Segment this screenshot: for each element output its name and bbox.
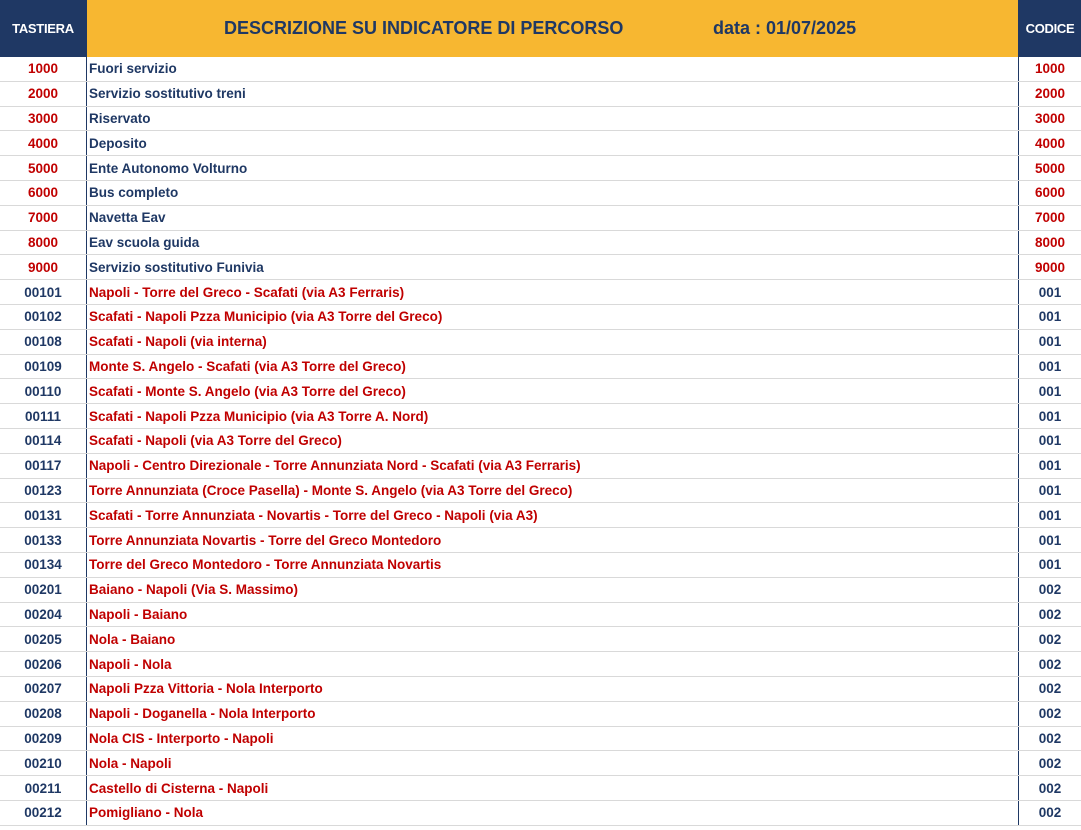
codice-cell: 002 <box>1038 681 1062 697</box>
table-row <box>0 652 1081 677</box>
header-title-cell <box>86 0 1019 57</box>
tastiera-cell: 00207 <box>24 681 62 697</box>
table-row <box>0 454 1081 479</box>
codice-cell: 001 <box>1038 383 1062 399</box>
description-cell: Fuori servizio <box>86 57 1019 81</box>
table-row <box>0 156 1081 181</box>
tastiera-cell: 00209 <box>24 730 62 746</box>
description-cell: Nola CIS - Interporto - Napoli <box>86 727 1019 751</box>
description-cell: Eav scuola guida <box>86 231 1019 255</box>
description-cell: Nola - Napoli <box>86 751 1019 775</box>
tastiera-cell: 00102 <box>24 309 62 325</box>
codice-cell: 001 <box>1038 482 1062 498</box>
table-row <box>0 677 1081 702</box>
tastiera-cell: 00211 <box>24 780 62 796</box>
description-cell: Scafati - Napoli (via A3 Torre del Greco) <box>86 429 1019 453</box>
table-row <box>0 355 1081 380</box>
description-cell: Torre del Greco Montedoro - Torre Annunziata Novartis <box>86 553 1019 577</box>
description-cell: Scafati - Napoli Pzza Municipio (via A3 Torre del Greco) <box>86 305 1019 329</box>
description-cell: Bus completo <box>86 181 1019 205</box>
tastiera-cell: 9000 <box>27 259 59 275</box>
description-cell: Napoli - Doganella - Nola Interporto <box>86 702 1019 726</box>
description-cell: Torre Annunziata Novartis - Torre del Greco Montedoro <box>86 528 1019 552</box>
table-row <box>0 429 1081 454</box>
codice-cell: 4000 <box>1034 135 1066 151</box>
tastiera-cell: 00212 <box>24 805 62 821</box>
codice-cell: 7000 <box>1034 210 1066 226</box>
description-cell: Monte S. Angelo - Scafati (via A3 Torre del Greco) <box>86 355 1019 379</box>
codice-cell: 002 <box>1038 805 1062 821</box>
table-row <box>0 553 1081 578</box>
codice-cell: 002 <box>1038 606 1062 622</box>
codice-cell: 001 <box>1038 358 1062 374</box>
description-cell: Scafati - Napoli Pzza Municipio (via A3 Torre A. Nord) <box>86 404 1019 428</box>
description-cell: Scafati - Napoli (via interna) <box>86 330 1019 354</box>
description-cell: Napoli - Torre del Greco - Scafati (via A3 Ferraris) <box>86 280 1019 304</box>
tastiera-cell: 00208 <box>24 706 62 722</box>
tastiera-cell: 00131 <box>24 507 62 523</box>
codice-cell: 9000 <box>1034 259 1066 275</box>
table-row <box>0 776 1081 801</box>
table-body <box>0 57 1081 826</box>
table-row <box>0 603 1081 628</box>
description-cell: Baiano - Napoli (Via S. Massimo) <box>86 578 1019 602</box>
table-row <box>0 503 1081 528</box>
tastiera-cell: 00123 <box>24 482 62 498</box>
codice-cell: 001 <box>1038 458 1062 474</box>
table-row <box>0 751 1081 776</box>
table-row <box>0 82 1081 107</box>
table-row <box>0 627 1081 652</box>
codice-cell: 002 <box>1038 631 1062 647</box>
table-row <box>0 479 1081 504</box>
tastiera-cell: 1000 <box>27 61 59 77</box>
tastiera-cell: 00133 <box>24 532 62 548</box>
table-row <box>0 330 1081 355</box>
codice-cell: 001 <box>1038 284 1062 300</box>
table-header <box>0 0 1081 57</box>
tastiera-cell: 00101 <box>24 284 62 300</box>
codice-cell: 001 <box>1038 309 1062 325</box>
tastiera-cell: 00109 <box>24 358 62 374</box>
table-row <box>0 206 1081 231</box>
tastiera-cell: 00111 <box>24 408 62 424</box>
tastiera-cell: 00201 <box>24 582 62 598</box>
table-row <box>0 578 1081 603</box>
tastiera-cell: 00205 <box>24 631 62 647</box>
tastiera-cell: 00117 <box>24 458 62 474</box>
tastiera-cell: 5000 <box>27 160 59 176</box>
description-cell: Napoli - Baiano <box>86 603 1019 627</box>
table-row <box>0 801 1081 826</box>
codice-cell: 002 <box>1038 706 1062 722</box>
header-codice: CODICE <box>1019 0 1081 57</box>
codice-cell: 001 <box>1038 557 1062 573</box>
codice-cell: 2000 <box>1034 86 1066 102</box>
description-cell: Pomigliano - Nola <box>86 801 1019 825</box>
tastiera-cell: 2000 <box>27 86 59 102</box>
table-row <box>0 528 1081 553</box>
description-cell: Torre Annunziata (Croce Pasella) - Monte S. Angelo (via A3 Torre del Greco) <box>86 479 1019 503</box>
codice-cell: 002 <box>1038 730 1062 746</box>
page-title: DESCRIZIONE SU INDICATORE DI PERCORSO <box>224 18 624 38</box>
codice-cell: 001 <box>1038 507 1062 523</box>
table-row <box>0 727 1081 752</box>
codice-cell: 001 <box>1038 334 1062 350</box>
tastiera-cell: 8000 <box>27 234 59 250</box>
description-cell: Deposito <box>86 131 1019 155</box>
codice-cell: 001 <box>1038 532 1062 548</box>
table-row <box>0 131 1081 156</box>
date-label: data : 01/07/2025 <box>713 18 857 38</box>
description-cell: Castello di Cisterna - Napoli <box>86 776 1019 800</box>
tastiera-cell: 3000 <box>27 110 59 126</box>
tastiera-cell: 4000 <box>27 135 59 151</box>
codice-cell: 8000 <box>1034 234 1066 250</box>
header-tastiera: TASTIERA <box>0 0 86 57</box>
table-row <box>0 181 1081 206</box>
description-cell: Scafati - Monte S. Angelo (via A3 Torre del Greco) <box>86 379 1019 403</box>
description-cell: Riservato <box>86 107 1019 131</box>
codice-cell: 5000 <box>1034 160 1066 176</box>
description-cell: Napoli Pzza Vittoria - Nola Interporto <box>86 677 1019 701</box>
codice-cell: 002 <box>1038 780 1062 796</box>
tastiera-cell: 7000 <box>27 210 59 226</box>
table-row <box>0 280 1081 305</box>
description-cell: Napoli - Centro Direzionale - Torre Annunziata Nord - Scafati (via A3 Ferraris) <box>86 454 1019 478</box>
codice-cell: 002 <box>1038 582 1062 598</box>
table-row <box>0 702 1081 727</box>
description-cell: Scafati - Torre Annunziata - Novartis - Torre del Greco - Napoli (via A3) <box>86 503 1019 527</box>
tastiera-cell: 00134 <box>24 557 62 573</box>
table-row <box>0 404 1081 429</box>
tastiera-cell: 6000 <box>27 185 59 201</box>
description-cell: Napoli - Nola <box>86 652 1019 676</box>
table-row <box>0 57 1081 82</box>
codice-cell: 3000 <box>1034 110 1066 126</box>
codice-cell: 002 <box>1038 656 1062 672</box>
tastiera-cell: 00206 <box>24 656 62 672</box>
table-row <box>0 107 1081 132</box>
tastiera-cell: 00204 <box>24 606 62 622</box>
description-cell: Servizio sostitutivo Funivia <box>86 255 1019 279</box>
tastiera-cell: 00114 <box>24 433 62 449</box>
description-cell: Servizio sostitutivo treni <box>86 82 1019 106</box>
description-cell: Nola - Baiano <box>86 627 1019 651</box>
table-row <box>0 305 1081 330</box>
tastiera-cell: 00108 <box>24 334 62 350</box>
description-cell: Navetta Eav <box>86 206 1019 230</box>
codice-cell: 6000 <box>1034 185 1066 201</box>
description-cell: Ente Autonomo Volturno <box>86 156 1019 180</box>
codice-cell: 001 <box>1038 433 1062 449</box>
table-row <box>0 231 1081 256</box>
table-row <box>0 379 1081 404</box>
tastiera-cell: 00210 <box>24 755 62 771</box>
codice-cell: 001 <box>1038 408 1062 424</box>
tastiera-cell: 00110 <box>24 383 62 399</box>
codice-cell: 002 <box>1038 755 1062 771</box>
table-row <box>0 255 1081 280</box>
codice-cell: 1000 <box>1034 61 1066 77</box>
